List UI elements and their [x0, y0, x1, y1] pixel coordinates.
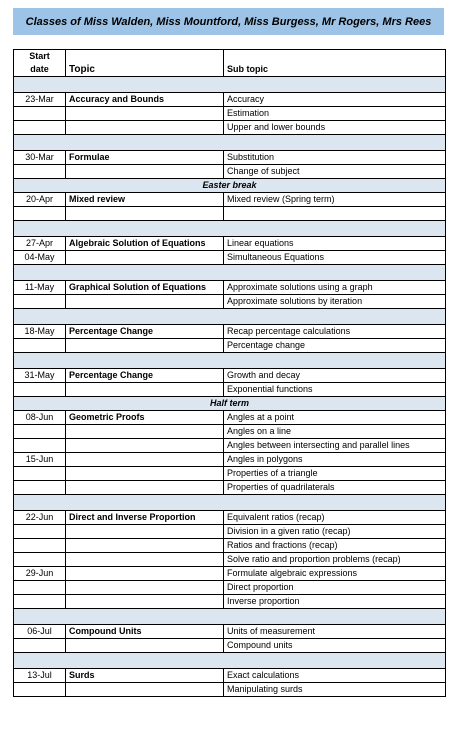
topic-cell	[66, 453, 224, 467]
table-row	[14, 467, 446, 481]
table-row	[14, 539, 446, 553]
subtopic-cell: Units of measurement	[224, 625, 446, 639]
topic-cell: Accuracy and Bounds	[66, 93, 224, 107]
subtopic-cell: Compound units	[224, 639, 446, 653]
subtopic-cell: Change of subject	[224, 165, 446, 179]
topic-cell	[66, 467, 224, 481]
table-row	[14, 581, 446, 595]
date-cell	[14, 525, 66, 539]
subtopic-cell: Formulate algebraic expressions	[224, 567, 446, 581]
topic-cell: Percentage Change	[66, 325, 224, 339]
table-row	[14, 383, 446, 397]
table-row	[14, 481, 446, 495]
subtopic-cell: Linear equations	[224, 237, 446, 251]
topic-cell: Graphical Solution of Equations	[66, 281, 224, 295]
topic-cell	[66, 525, 224, 539]
date-cell	[14, 165, 66, 179]
topic-cell	[66, 207, 224, 221]
date-cell: 11-May	[14, 281, 66, 295]
topic-cell	[66, 165, 224, 179]
subtopic-cell: Manipulating surds	[224, 683, 446, 697]
subtopic-cell: Approximate solutions using a graph	[224, 281, 446, 295]
separator-cell	[14, 653, 446, 669]
topic-cell	[66, 639, 224, 653]
subtopic-cell: Angles on a line	[224, 425, 446, 439]
header-start-date: Start date	[14, 50, 66, 77]
table-row	[14, 121, 446, 135]
table-row	[14, 165, 446, 179]
separator-cell	[14, 309, 446, 325]
subtopic-cell: Growth and decay	[224, 369, 446, 383]
date-cell	[14, 539, 66, 553]
table-row	[14, 281, 446, 295]
date-cell	[14, 439, 66, 453]
separator-cell	[14, 353, 446, 369]
table-row	[14, 453, 446, 467]
topic-cell: Compound Units	[66, 625, 224, 639]
table-row	[14, 411, 446, 425]
table-row	[14, 553, 446, 567]
schedule-table	[13, 49, 446, 697]
date-cell	[14, 467, 66, 481]
table-row	[14, 669, 446, 683]
table-row	[14, 339, 446, 353]
separator-row	[14, 495, 446, 511]
date-cell	[14, 553, 66, 567]
separator-row	[14, 221, 446, 237]
date-cell: 13-Jul	[14, 669, 66, 683]
subtopic-cell: Estimation	[224, 107, 446, 121]
subtopic-cell: Direct proportion	[224, 581, 446, 595]
topic-cell	[66, 683, 224, 697]
topic-cell: Mixed review	[66, 193, 224, 207]
table-row	[14, 369, 446, 383]
break-row	[14, 397, 446, 411]
table-row	[14, 511, 446, 525]
topic-cell	[66, 107, 224, 121]
topic-cell: Geometric Proofs	[66, 411, 224, 425]
topic-cell: Surds	[66, 669, 224, 683]
subtopic-cell: Substitution	[224, 151, 446, 165]
date-cell: 27-Apr	[14, 237, 66, 251]
topic-cell	[66, 121, 224, 135]
table-row	[14, 595, 446, 609]
date-cell	[14, 207, 66, 221]
subtopic-cell: Exact calculations	[224, 669, 446, 683]
subtopic-cell: Properties of quadrilaterals	[224, 481, 446, 495]
topic-cell	[66, 553, 224, 567]
subtopic-cell: Inverse proportion	[224, 595, 446, 609]
table-row	[14, 425, 446, 439]
separator-row	[14, 265, 446, 281]
date-cell	[14, 683, 66, 697]
topic-cell	[66, 295, 224, 309]
subtopic-cell: Properties of a triangle	[224, 467, 446, 481]
subtopic-cell: Mixed review (Spring term)	[224, 193, 446, 207]
table-row	[14, 93, 446, 107]
table-row	[14, 525, 446, 539]
separator-cell	[14, 221, 446, 237]
table-row	[14, 207, 446, 221]
break-label: Easter break	[14, 179, 446, 193]
table-row	[14, 625, 446, 639]
separator-row	[14, 353, 446, 369]
subtopic-cell: Exponential functions	[224, 383, 446, 397]
separator-cell	[14, 265, 446, 281]
schedule-body	[14, 77, 446, 697]
date-cell: 23-Mar	[14, 93, 66, 107]
topic-cell	[66, 481, 224, 495]
topic-cell	[66, 439, 224, 453]
topic-cell: Formulae	[66, 151, 224, 165]
topic-cell	[66, 567, 224, 581]
date-cell: 06-Jul	[14, 625, 66, 639]
subtopic-cell: Upper and lower bounds	[224, 121, 446, 135]
subtopic-cell: Simultaneous Equations	[224, 251, 446, 265]
date-cell	[14, 639, 66, 653]
date-cell	[14, 295, 66, 309]
topic-cell: Percentage Change	[66, 369, 224, 383]
date-cell: 15-Jun	[14, 453, 66, 467]
separator-row	[14, 653, 446, 669]
separator-row	[14, 309, 446, 325]
break-label: Half term	[14, 397, 446, 411]
header-row	[14, 50, 446, 77]
separator-cell	[14, 609, 446, 625]
break-row	[14, 179, 446, 193]
date-cell: 22-Jun	[14, 511, 66, 525]
topic-cell	[66, 595, 224, 609]
date-cell	[14, 581, 66, 595]
table-row	[14, 639, 446, 653]
topic-cell	[66, 383, 224, 397]
table-row	[14, 567, 446, 581]
page-title	[13, 8, 444, 35]
date-cell: 20-Apr	[14, 193, 66, 207]
subtopic-cell	[224, 207, 446, 221]
subtopic-cell: Angles at a point	[224, 411, 446, 425]
date-cell: 29-Jun	[14, 567, 66, 581]
separator-cell	[14, 77, 446, 93]
table-row	[14, 295, 446, 309]
topic-cell	[66, 581, 224, 595]
date-cell	[14, 425, 66, 439]
date-cell	[14, 481, 66, 495]
table-row	[14, 683, 446, 697]
date-cell: 08-Jun	[14, 411, 66, 425]
topic-cell	[66, 425, 224, 439]
table-row	[14, 151, 446, 165]
subtopic-cell: Ratios and fractions (recap)	[224, 539, 446, 553]
subtopic-cell: Percentage change	[224, 339, 446, 353]
separator-cell	[14, 495, 446, 511]
header-subtopic: Sub topic	[224, 50, 446, 77]
table-row	[14, 193, 446, 207]
separator-row	[14, 609, 446, 625]
subtopic-cell: Angles in polygons	[224, 453, 446, 467]
subtopic-cell: Recap percentage calculations	[224, 325, 446, 339]
date-cell	[14, 107, 66, 121]
subtopic-cell: Approximate solutions by iteration	[224, 295, 446, 309]
date-cell: 31-May	[14, 369, 66, 383]
table-row	[14, 325, 446, 339]
date-cell	[14, 339, 66, 353]
separator-row	[14, 135, 446, 151]
subtopic-cell: Equivalent ratios (recap)	[224, 511, 446, 525]
date-cell: 18-May	[14, 325, 66, 339]
topic-cell	[66, 339, 224, 353]
header-topic: Topic	[66, 50, 224, 77]
table-row	[14, 237, 446, 251]
table-row	[14, 439, 446, 453]
topic-cell	[66, 251, 224, 265]
topic-cell	[66, 539, 224, 553]
date-cell	[14, 595, 66, 609]
subtopic-cell: Solve ratio and proportion problems (recap)	[224, 553, 446, 567]
topic-cell: Direct and Inverse Proportion	[66, 511, 224, 525]
table-row	[14, 107, 446, 121]
subtopic-cell: Angles between intersecting and parallel lines	[224, 439, 446, 453]
subtopic-cell: Division in a given ratio (recap)	[224, 525, 446, 539]
date-cell: 30-Mar	[14, 151, 66, 165]
subtopic-cell: Accuracy	[224, 93, 446, 107]
separator-row	[14, 77, 446, 93]
page-title-text: Classes of Miss Walden, Miss Mountford, Miss Burgess, Mr Rogers, Mrs Rees	[25, 15, 432, 28]
date-cell	[14, 121, 66, 135]
date-cell	[14, 383, 66, 397]
table-row	[14, 251, 446, 265]
separator-cell	[14, 135, 446, 151]
topic-cell: Algebraic Solution of Equations	[66, 237, 224, 251]
date-cell: 04-May	[14, 251, 66, 265]
